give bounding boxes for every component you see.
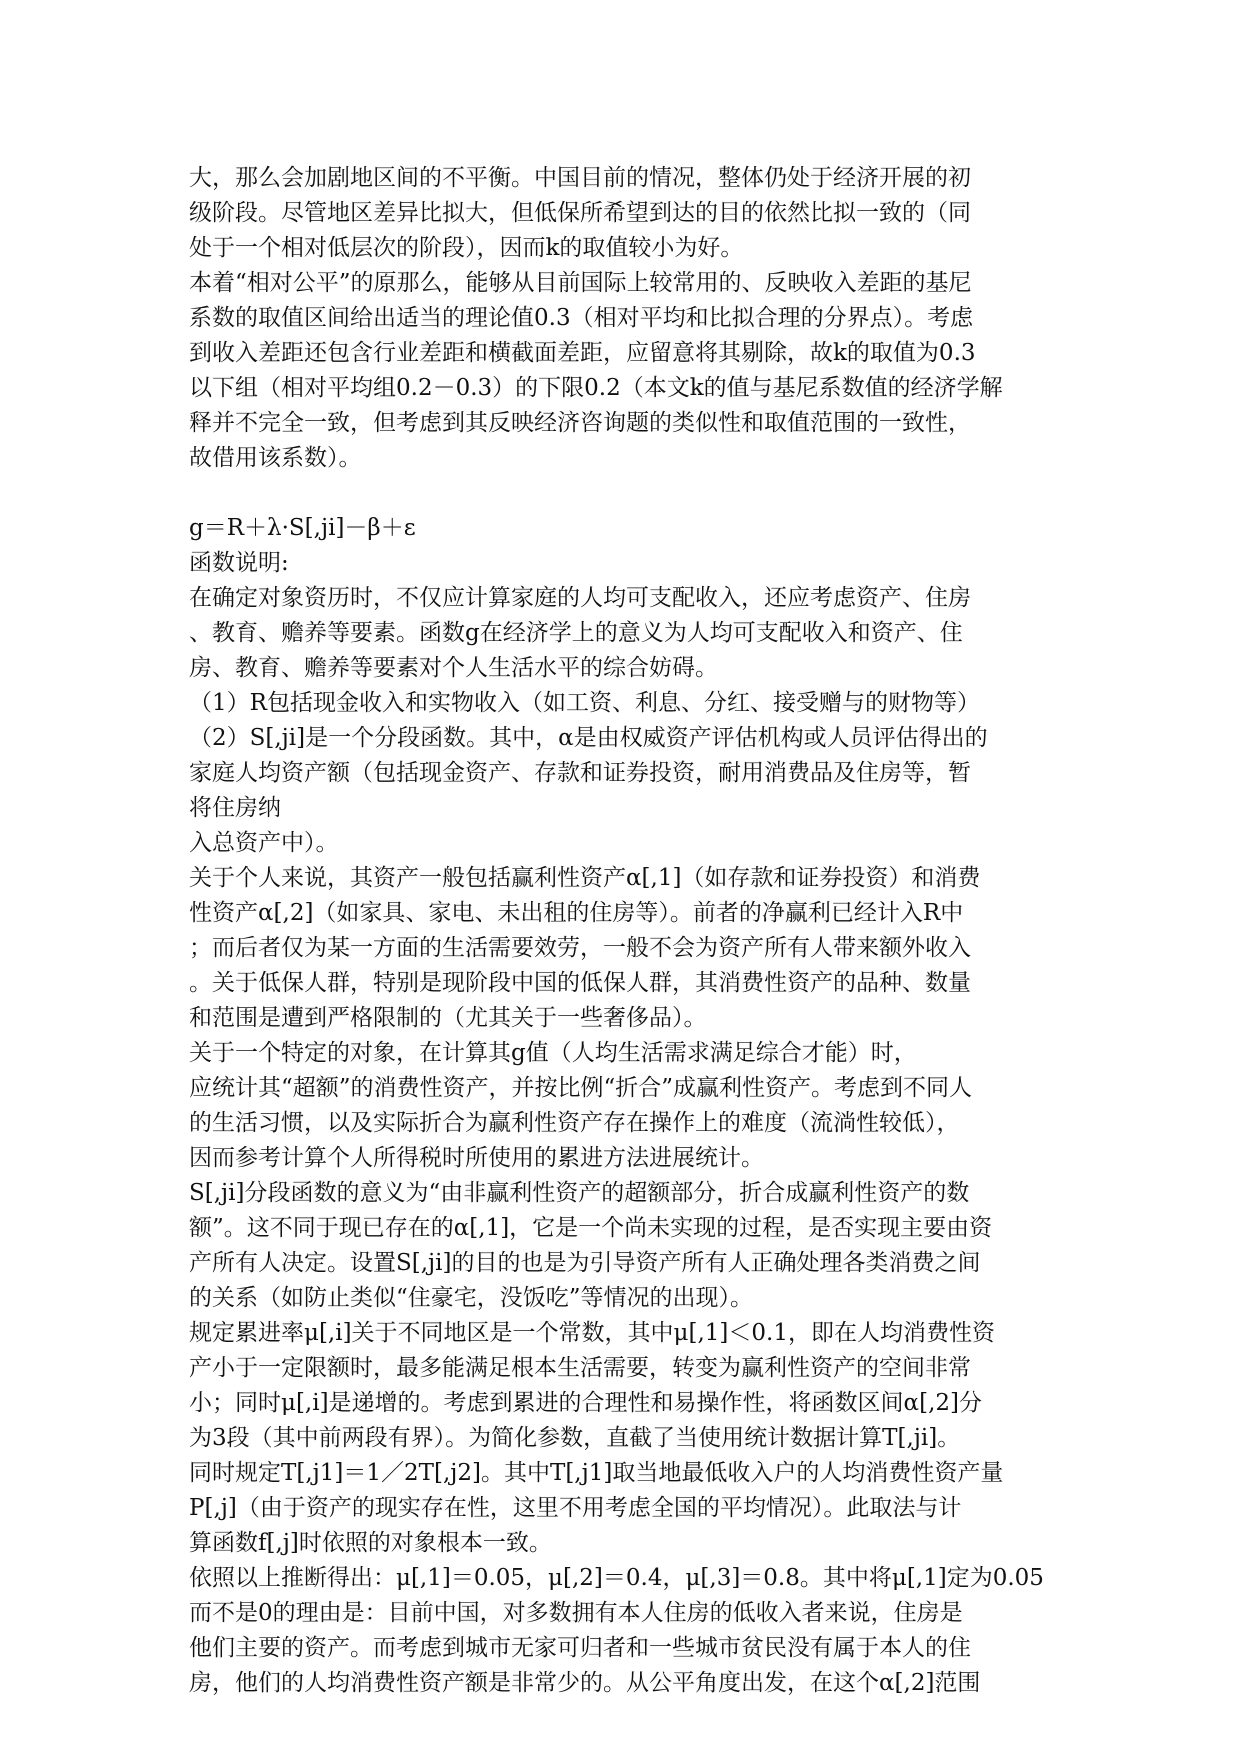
- text-line: 依照以上推断得出：μ[,1]＝0.05，μ[,2]＝0.4，μ[,3]＝0.8。其中将μ[,1]定为0.05: [189, 1565, 1044, 1591]
- text-line: 级阶段。尽管地区差异比拟大，但低保所希望到达的目的依然比拟一致的（同: [189, 200, 971, 226]
- text-line: 房、教育、赡养等要素对个人生活水平的综合妨碍。: [189, 655, 718, 681]
- text-line: 函数说明:: [189, 550, 289, 576]
- text-line: 系数的取值区间给出适当的理论值0.3（相对平均和比拟合理的分界点）。考虑: [189, 305, 974, 331]
- text-line: 规定累进率μ[,i]关于不同地区是一个常数，其中μ[,1]＜0.1，即在人均消费性资: [189, 1320, 995, 1346]
- formula-line: g＝R＋λ·S[,ji]－β＋ε: [189, 515, 416, 541]
- text-line: （2）S[,ji]是一个分段函数。其中，α是由权威资产评估机构或人员评估得出的: [189, 725, 988, 751]
- text-line: 的关系（如防止类似“住豪宅，没饭吃”等情况的出现）。: [189, 1285, 754, 1311]
- text-line: 将住房纳: [189, 795, 281, 821]
- text-line: 处于一个相对低层次的阶段），因而k的取值较小为好。: [189, 235, 744, 261]
- text-line: 产小于一定限额时，最多能满足根本生活需要，转变为赢利性资产的空间非常: [189, 1355, 971, 1381]
- text-line: 本着“相对公平”的原那么，能够从目前国际上较常用的、反映收入差距的基尼: [189, 270, 972, 296]
- text-line: ；而后者仅为某一方面的生活需要效劳，一般不会为资产所有人带来额外收入: [189, 935, 971, 961]
- text-line: 入总资产中）。: [189, 830, 339, 856]
- text-line: 以下组（相对平均组0.2－0.3）的下限0.2（本文k的值与基尼系数值的经济学解: [189, 375, 1003, 401]
- text-line: 在确定对象资历时，不仅应计算家庭的人均可支配收入，还应考虑资产、住房: [189, 585, 971, 611]
- text-line: 因而参考计算个人所得税时所使用的累进方法进展统计。: [189, 1145, 764, 1171]
- blank-line: [189, 476, 1059, 511]
- text-line: 额”。这不同于现已存在的α[,1]，它是一个尚未实现的过程，是否实现主要由资: [189, 1215, 993, 1241]
- text-line: [189, 1701, 1059, 1736]
- text-line: 关于个人来说，其资产一般包括赢利性资产α[,1]（如存款和证券投资）和消费: [189, 865, 981, 891]
- text-line: 的生活习惯，以及实际折合为赢利性资产存在操作上的难度（流淌性较低），: [189, 1110, 960, 1136]
- text-line: （1）R包括现金收入和实物收入（如工资、利息、分红、接受赠与的财物等）: [189, 690, 980, 716]
- text-line: 释并不完全一致，但考虑到其反映经济咨询题的类似性和取值范围的一致性，: [189, 410, 971, 436]
- text-line: 房，他们的人均消费性资产额是非常少的。从公平角度出发，在这个α[,2]范围: [189, 1670, 981, 1696]
- text-line: 算函数f[,j]时依照的对象根本一致。: [189, 1530, 552, 1556]
- text-line: 故借用该系数）。: [189, 445, 362, 471]
- text-line: 性资产α[,2]（如家具、家电、未出租的住房等）。前者的净赢利已经计入R中: [189, 900, 964, 926]
- text-line: P[,j]（由于资产的现实存在性，这里不用考虑全国的平均情况）。此取法与计: [189, 1495, 962, 1521]
- text-line: 关于一个特定的对象，在计算其g值（人均生活需求满足综合才能）时，: [189, 1040, 917, 1066]
- text-line: 大，那么会加剧地区间的不平衡。中国目前的情况，整体仍处于经济开展的初: [189, 165, 971, 191]
- text-line: 到收入差距还包含行业差距和横截面差距，应留意将其剔除，故k的取值为0.3: [189, 340, 976, 366]
- text-line: 小；同时μ[,i]是递增的。考虑到累进的合理性和易操作性，将函数区间α[,2]分: [189, 1390, 982, 1416]
- text-line: 同时规定T[,j1]＝1／2T[,j2]。其中T[,j1]取当地最低收入户的人均消费性资产量: [189, 1460, 1004, 1486]
- text-line: 应统计其“超额”的消费性资产，并按比例“折合”成赢利性资产。考虑到不同人: [189, 1075, 973, 1101]
- text-line: 和范围是遭到严格限制的（尤其关于一些奢侈品）。: [189, 1005, 707, 1031]
- text-line: 他们主要的资产。而考虑到城市无家可归者和一些城市贫民没有属于本人的住: [189, 1635, 971, 1661]
- text-line: S[,ji]分段函数的意义为“由非赢利性资产的超额部分，折合成赢利性资产的数: [189, 1180, 970, 1206]
- text-line: 而不是0的理由是：目前中国，对多数拥有本人住房的低收入者来说，住房是: [189, 1600, 963, 1626]
- document-body: [189, 161, 1059, 1736]
- text-line: 产所有人决定。设置S[,ji]的目的也是为引导资产所有人正确处理各类消费之间: [189, 1250, 981, 1276]
- text-line: 家庭人均资产额（包括现金资产、存款和证券投资，耐用消费品及住房等，暂: [189, 760, 971, 786]
- text-line: 。关于低保人群，特别是现阶段中国的低保人群，其消费性资产的品种、数量: [189, 970, 971, 996]
- text-line: 为3段（其中前两段有界）。为简化参数，直截了当使用统计数据计算T[,ji]。: [189, 1425, 961, 1451]
- text-line: 、教育、赡养等要素。函数g在经济学上的意义为人均可支配收入和资产、住: [189, 620, 963, 646]
